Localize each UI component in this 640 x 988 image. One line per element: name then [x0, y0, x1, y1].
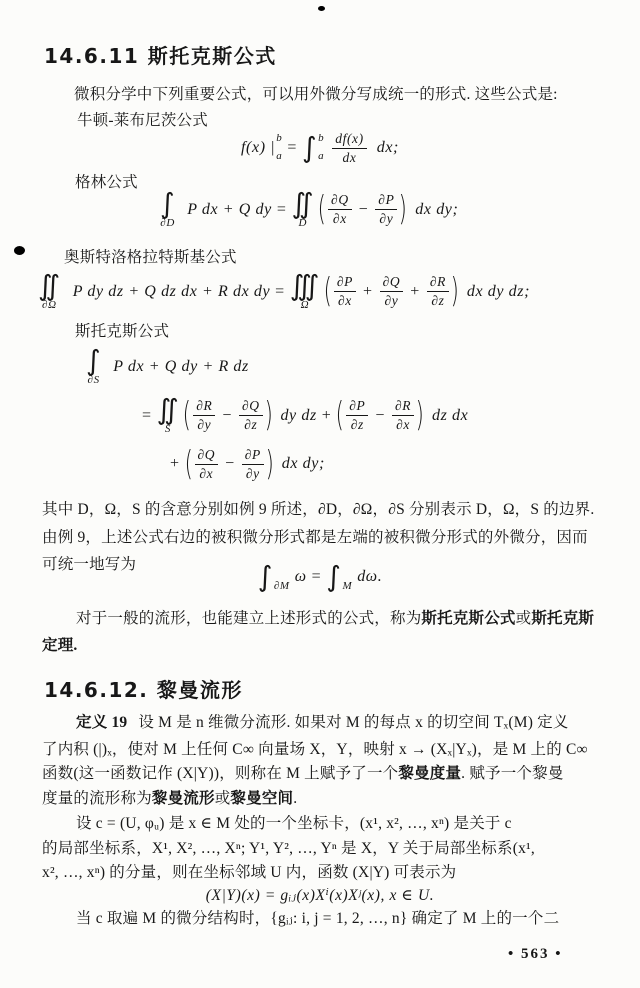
green-label: 格林公式: [75, 174, 138, 191]
fraction: [242, 446, 264, 482]
metric-components-formula: (X|Y)(x) = gᵢⱼ(x)Xⁱ(x)Xʲ(x), x ∈ U.: [205, 887, 435, 904]
fraction: [332, 130, 366, 166]
right-paren: ): [264, 395, 273, 436]
minus-sign: −: [375, 406, 386, 424]
left-paren: (: [323, 271, 333, 312]
definition-line4: [42, 788, 297, 809]
left-paren: (: [184, 443, 193, 484]
double-integral-sign: ∬: [291, 187, 315, 220]
double-integral-with-domain: [291, 187, 315, 229]
denominator: dx: [342, 149, 357, 165]
integral-domain: ∂D: [160, 217, 175, 229]
right-paren: ): [415, 395, 425, 436]
denominator: ∂y: [197, 417, 212, 432]
fraction: [427, 273, 449, 309]
triple-integral-sign: ∭: [289, 269, 320, 302]
emphasized-term: 斯托克斯: [531, 610, 595, 627]
para2-line2: [42, 635, 77, 656]
fraction: [334, 273, 356, 309]
emphasized-term: 黎曼流形: [151, 790, 215, 807]
definition-line1: [76, 712, 569, 733]
equals-sign: =: [311, 568, 322, 585]
equals-sign: =: [142, 406, 152, 424]
integral-domain: ∂Ω: [42, 299, 57, 311]
fraction: [328, 191, 352, 227]
para2-line1: [76, 608, 594, 629]
fraction: [195, 446, 219, 482]
definition-line3: [42, 763, 564, 784]
double-integral-sign: ∬: [38, 269, 61, 302]
equals-sign: =: [287, 139, 297, 157]
math-term: dy dz: [280, 406, 317, 424]
numerator: ∂P: [334, 273, 356, 292]
fraction: [346, 397, 368, 433]
para1-line3: 可统一地写为: [42, 556, 137, 573]
right-paren: ): [399, 189, 408, 230]
ostrogradsky-formula: [38, 269, 531, 312]
denominator: ∂z: [244, 417, 258, 432]
chart-paragraph-line2: 的局部坐标系，X¹, X², …, Xⁿ; Y¹, Y², …, Yⁿ 是 X，Y 关于局部坐标系(x¹,: [42, 840, 535, 857]
chart-paragraph-line1: 设 c = (U, φᵤ) 是 x ∈ M 处的一个坐标卡，(x¹, x², …, xⁿ) 是关于 c: [76, 815, 512, 832]
left-paren: (: [182, 395, 192, 436]
section-heading-14-6-11: 14.6.11 斯托克斯公式: [44, 44, 277, 68]
right-paren: ): [265, 443, 275, 484]
integral-with-domain: [160, 187, 176, 229]
denominator: ∂x: [396, 417, 411, 432]
fraction: [392, 397, 414, 433]
numerator: ∂P: [375, 191, 397, 210]
minus-sign: −: [358, 200, 369, 218]
numerator: ∂R: [392, 397, 414, 416]
left-paren: (: [336, 395, 345, 436]
denominator: ∂y: [245, 465, 260, 481]
unified-stokes-formula: [0, 560, 640, 593]
math-term: dx;: [376, 139, 399, 157]
emphasized-term: 黎曼空间: [230, 790, 294, 807]
denominator: ∂z: [350, 417, 364, 432]
numerator: ∂R: [427, 273, 449, 292]
integral-sign: ∫: [326, 560, 342, 593]
definition-line2: 了内积 (|)ₓ，使对 M 上任何 C∞ 向量场 X，Y，映射 x → (Xₓ|Yₓ)，是 M 上的 C∞: [42, 741, 588, 758]
numerator: ∂Q: [195, 446, 219, 465]
numerator: ∂Q: [328, 191, 352, 210]
integral-limits: [317, 132, 324, 164]
integrand: dω.: [357, 568, 383, 585]
plus-sign: +: [363, 282, 373, 300]
para1-line2: 由例 9，上述公式右边的被积微分形式都是左端的被积微分形式的外微分，因而: [42, 529, 588, 546]
math-term: dx dy dz;: [466, 282, 531, 300]
plus-sign: +: [410, 282, 420, 300]
fraction: [193, 397, 215, 433]
numerator: ∂P: [346, 397, 368, 416]
plus-sign: +: [170, 455, 180, 473]
closing-paragraph-line: 当 c 取遍 M 的微分结构时，{gᵢⱼ: i, j = 1, 2, …, n} 确定了 M 上的一个二: [76, 910, 560, 927]
integral-sign: ∫: [301, 131, 318, 165]
text-run: . 赋予一个黎曼: [461, 765, 564, 782]
integral-domain: D: [298, 217, 308, 229]
fraction: [380, 273, 404, 309]
denominator: ∂y: [384, 293, 399, 308]
text-run: 或: [214, 790, 231, 807]
upper-limit: b: [318, 132, 325, 145]
text-run: 函数(这一函数记作 (X|Y))，则称在 M 上赋予了一个: [42, 765, 399, 782]
integral-domain: ∂M: [273, 580, 290, 592]
emphasized-term: 斯托克斯公式: [421, 610, 516, 627]
numerator: ∂P: [242, 446, 264, 465]
numerator: ∂R: [193, 397, 215, 416]
text-run: 设 M 是 n 维微分流形. 如果对 M 的每点 x 的切空间 Tₓ(M) 定义: [138, 714, 569, 731]
integral-domain: S: [164, 423, 172, 435]
intro-paragraph-line: 微积分学中下列重要公式，可以用外微分写成统一的形式. 这些公式是:: [74, 86, 558, 103]
denominator: ∂x: [332, 211, 347, 226]
denominator: ∂x: [338, 293, 352, 308]
numerator: ∂Q: [380, 273, 404, 292]
evaluation-limits: [275, 132, 282, 164]
integral-domain: ∂S: [87, 374, 100, 386]
double-integral-with-domain: [38, 269, 61, 311]
section-heading-14-6-12: 14.6.12. 黎曼流形: [44, 678, 243, 702]
integrand: P dy dz + Q dz dx + R dx dy: [72, 282, 271, 300]
emphasized-term: 定理.: [42, 637, 78, 654]
equals-sign: =: [275, 282, 285, 300]
minus-sign: −: [222, 406, 232, 424]
integral-domain: Ω: [300, 299, 310, 311]
left-paren: (: [317, 189, 327, 230]
text-run: .: [293, 790, 298, 807]
scan-artifact-top: [318, 6, 325, 11]
math-term: dz dx: [432, 406, 469, 424]
math-term: dx dy;: [415, 200, 459, 218]
integral-with-domain: [86, 344, 102, 386]
text-run: 对于一般的流形，也能建立上述形式的公式，称为: [76, 610, 422, 627]
double-integral-sign: ∬: [156, 393, 180, 426]
integral-sign: ∫: [257, 560, 273, 593]
page-number: • 563 •: [508, 946, 563, 962]
integral-domain: M: [342, 580, 353, 592]
math-term: f(x) |: [241, 139, 276, 157]
stokes-formula-line1: [86, 344, 249, 386]
triple-integral-with-domain: [289, 269, 320, 311]
denominator: ∂y: [379, 211, 394, 226]
para1-line1: 其中 D，Ω，S 的含意分别如例 9 所述，∂D，∂Ω，∂S 分别表示 D，Ω，S 的边界.: [42, 501, 595, 518]
equals-sign: =: [276, 200, 287, 218]
emphasized-term: 黎曼度量: [398, 765, 462, 782]
plus-sign: +: [321, 406, 332, 424]
upper-limit: b: [276, 132, 283, 145]
definition-label: 定义 19: [76, 714, 128, 731]
right-paren: ): [450, 271, 460, 312]
scan-artifact-margin-dot: [14, 246, 25, 255]
lower-limit: a: [318, 150, 325, 163]
integral-sign: ∫: [86, 344, 102, 377]
integral-sign: ∫: [160, 187, 176, 220]
minus-sign: −: [225, 455, 235, 473]
fraction: [375, 191, 397, 227]
newton-leibniz-formula: [0, 130, 640, 166]
newton-leibniz-label: 牛顿-莱布尼茨公式: [77, 112, 208, 129]
chart-paragraph-line3: x², …, xⁿ) 的分量，则在坐标邻域 U 内，函数 (X|Y) 可表示为: [42, 864, 457, 881]
denominator: ∂x: [199, 465, 214, 481]
green-formula: [160, 187, 459, 230]
numerator: df(x): [332, 130, 366, 149]
text-run: 或: [515, 610, 532, 627]
stokes-formula-line3: [170, 443, 325, 484]
integrand: P dx + Q dy: [187, 200, 272, 218]
stokes-label: 斯托克斯公式: [75, 323, 170, 340]
math-term: dx dy;: [281, 455, 325, 473]
fraction: [239, 397, 263, 433]
integrand: P dx + Q dy + R dz: [113, 357, 249, 375]
ostrogradsky-label: 奥斯特洛格拉特斯基公式: [64, 249, 237, 266]
stokes-formula-line2: [142, 393, 469, 436]
integrand: ω: [294, 568, 307, 585]
numerator: ∂Q: [239, 397, 263, 416]
double-integral-with-domain: [156, 393, 180, 435]
text-run: 度量的流形称为: [42, 790, 152, 807]
lower-limit: a: [276, 150, 283, 163]
denominator: ∂z: [431, 293, 445, 308]
